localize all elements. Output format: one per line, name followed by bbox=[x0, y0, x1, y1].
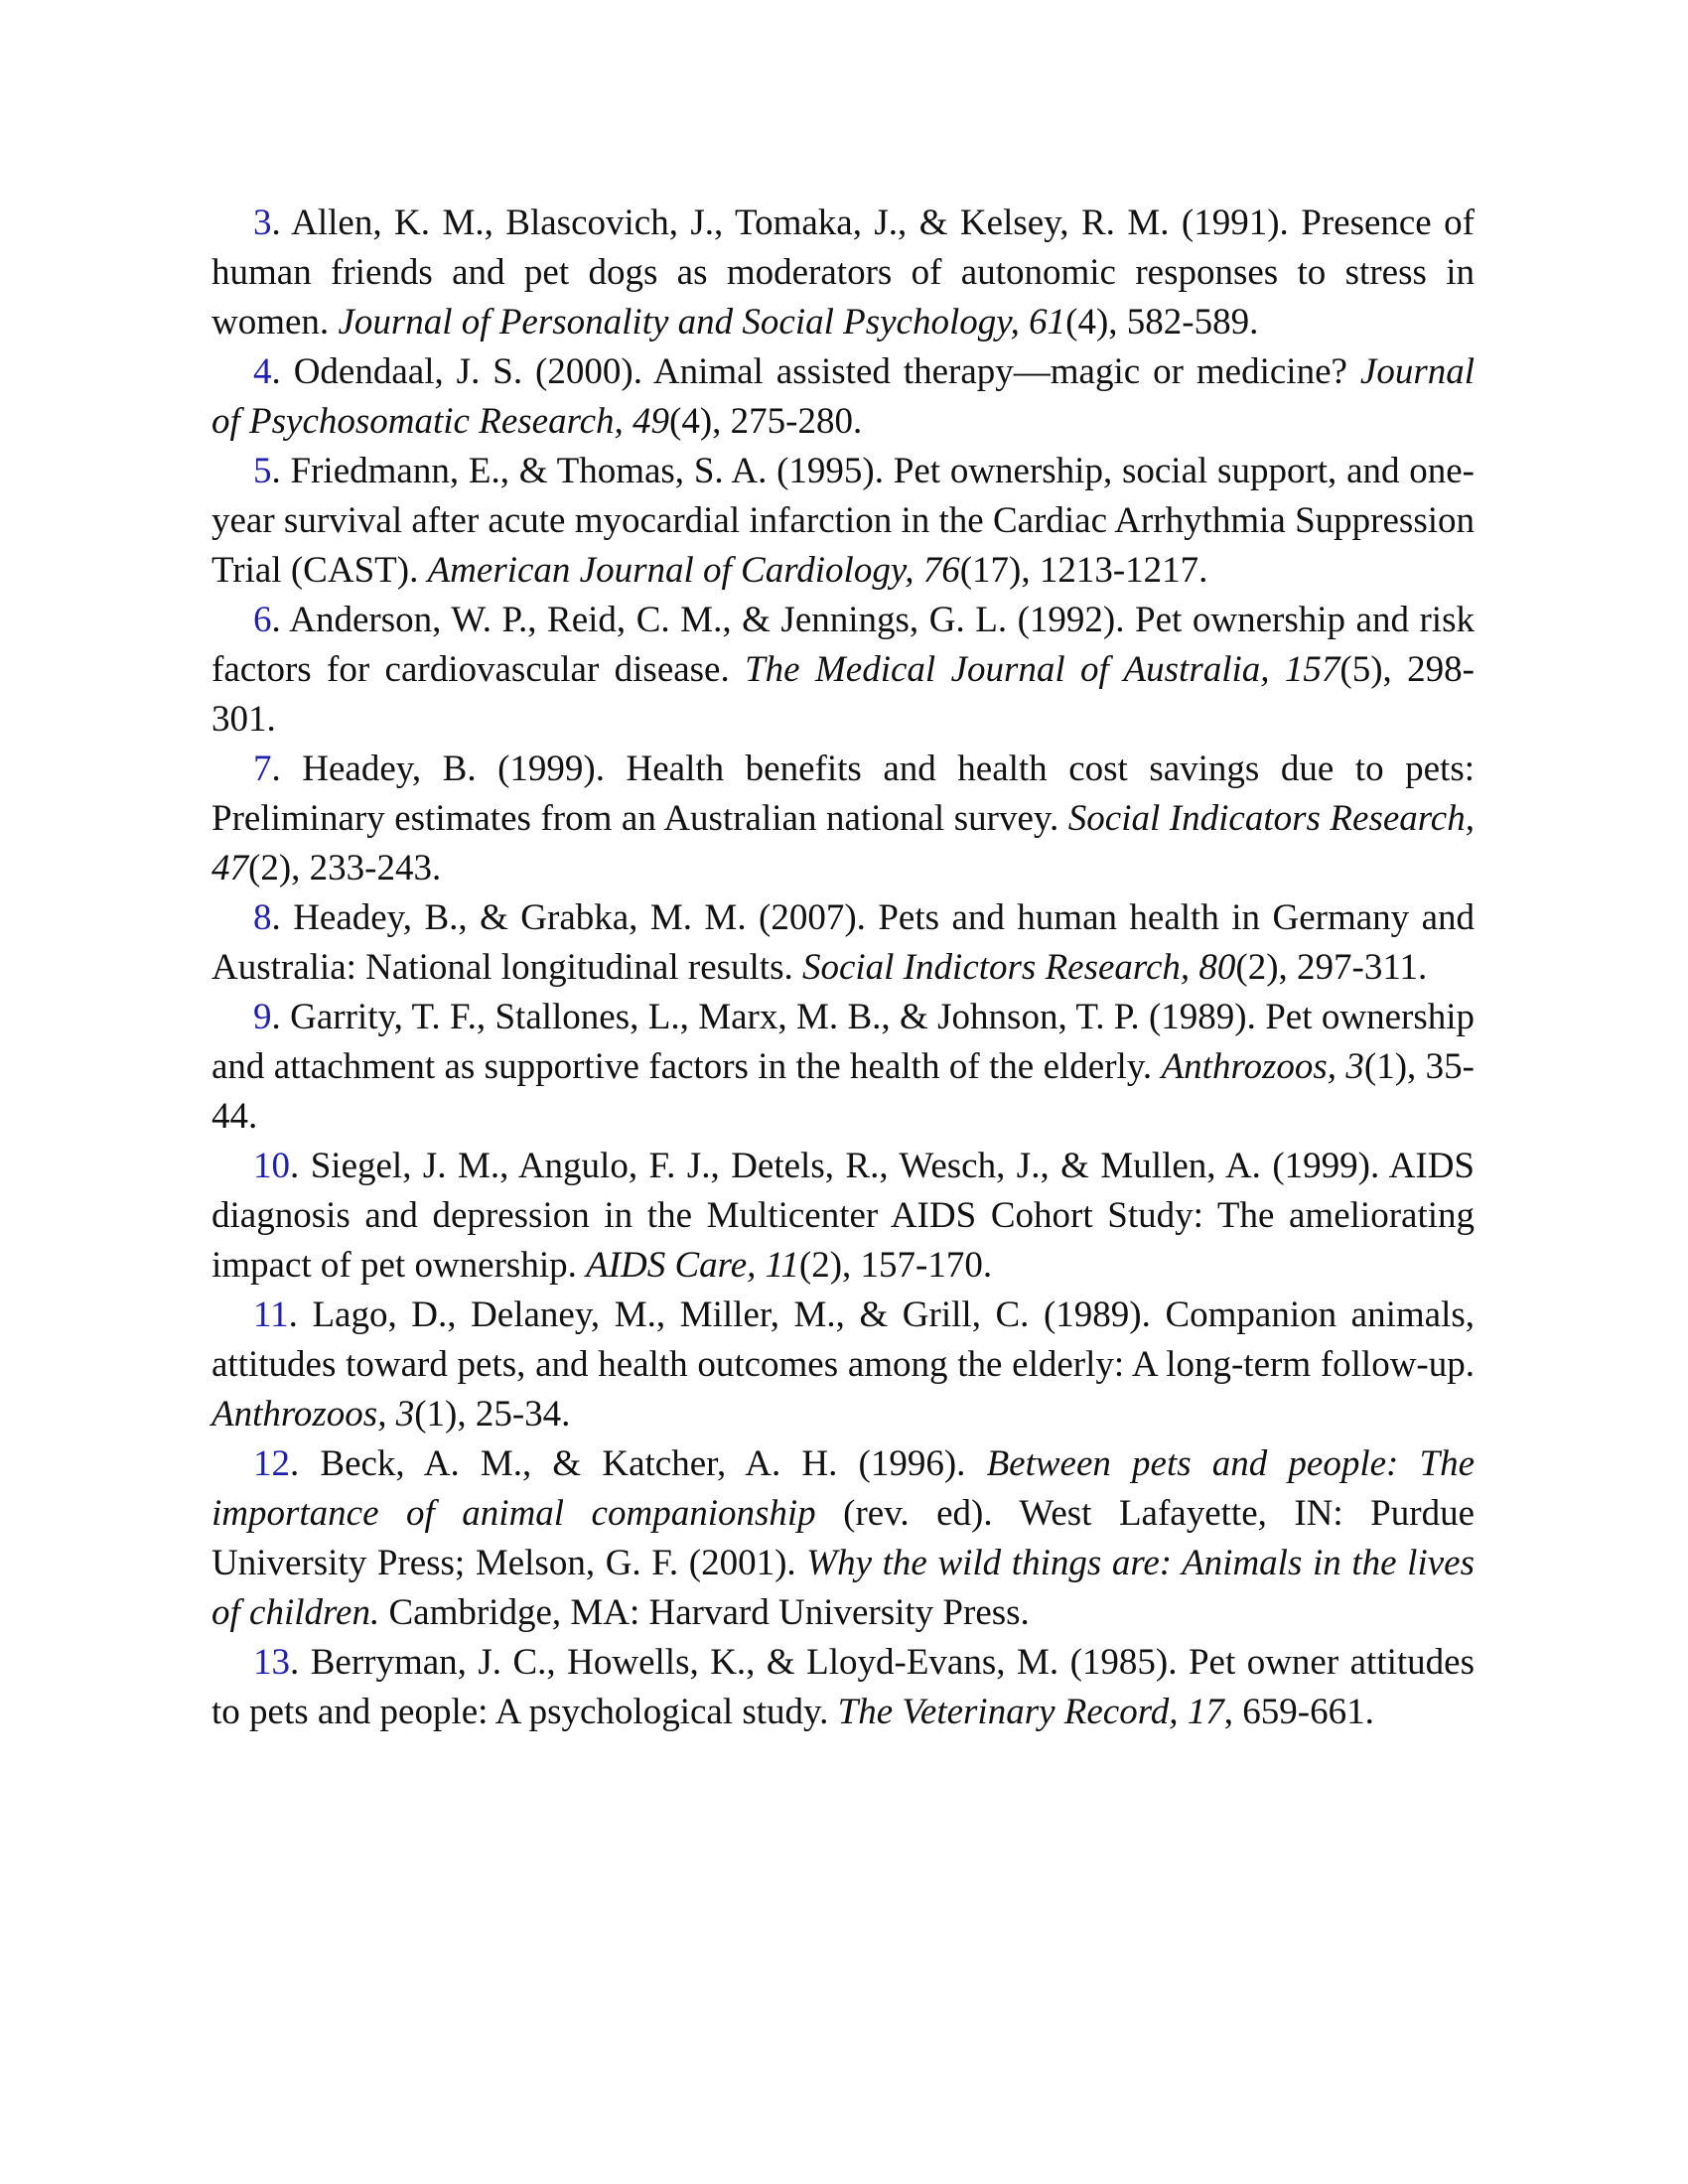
reference-number-link[interactable]: 11 bbox=[253, 1295, 289, 1335]
reference-entry: 4. Odendaal, J. S. (2000). Animal assisted therapy—magic or medicine? Journal of Psychosomatic Research, 49(4), 275-280. bbox=[211, 351, 1475, 442]
reference-text: Headey, B. (1999). Health benefits and health cost savings due to pets: Preliminary estimates from an Australian national survey. bbox=[211, 749, 1475, 839]
reference-entry: 6. Anderson, W. P., Reid, C. M., & Jennings, G. L. (1992). Pet ownership and risk factors for cardiovascular disease. The Medical Journal of Australia, 157(5), 298-301. bbox=[211, 600, 1475, 740]
journal-title: Journal of Psychosomatic Research, 49 bbox=[211, 351, 1475, 442]
reference-text: , 659-661. bbox=[1223, 1692, 1374, 1732]
reference-text: Berryman, J. C., Howells, K., & Lloyd-Evans, M. (1985). Pet owner attitudes to pets and people: A psychological study. bbox=[211, 1642, 1475, 1732]
reference-entry: 8. Headey, B., & Grabka, M. M. (2007). Pets and human health in Germany and Australia: National longitudinal results. Social Indictors Research, 80(2), 297-311. bbox=[211, 897, 1475, 988]
reference-text: (2), 233-243. bbox=[248, 848, 442, 888]
reference-text: (4), 582-589. bbox=[1065, 302, 1259, 342]
reference-text: Siegel, J. M., Angulo, F. J., Detels, R., Wesch, J., & Mullen, A. (1999). AIDS diagnosis and depression in the Multicenter AIDS Cohort Study: The ameliorating impact of pet ownership. bbox=[211, 1146, 1476, 1286]
reference-text: (2), 297-311. bbox=[1235, 947, 1428, 988]
reference-entry: 13. Berryman, J. C., Howells, K., & Lloyd-Evans, M. (1985). Pet owner attitudes to pets and people: A psychological study. The Veterinary Record, 17, 659-661. bbox=[211, 1642, 1475, 1732]
reference-number-link[interactable]: 5 bbox=[253, 451, 272, 491]
reference-number-link[interactable]: 7 bbox=[253, 749, 272, 789]
reference-text: (4), 275-280. bbox=[669, 401, 863, 442]
reference-entry: 11. Lago, D., Delaney, M., Miller, M., & Grill, C. (1989). Companion animals, attitudes toward pets, and health outcomes among the elderly: A long-term follow-up. Anthrozoos, 3(1), 25-34. bbox=[211, 1295, 1475, 1434]
reference-entry: 5. Friedmann, E., & Thomas, S. A. (1995). Pet ownership, social support, and one-year survival after acute myocardial infarction in the Cardiac Arrhythmia Suppression Trial (CAST). American Journal of Cardiology, 76(17), 1213-1217. bbox=[211, 451, 1476, 591]
reference-text: Friedmann, E., & Thomas, S. A. (1995). Pet ownership, social support, and one-year survival after acute myocardial infarction in the Cardiac Arrhythmia Suppression Trial (CAST). bbox=[211, 451, 1476, 591]
reference-number-link[interactable]: 6 bbox=[253, 600, 272, 640]
reference-text: (2), 157-170. bbox=[798, 1245, 993, 1286]
reference-text: Anderson, W. P., Reid, C. M., & Jennings, G. L. (1992). Pet ownership and risk factors for cardiovascular disease. bbox=[211, 600, 1475, 690]
reference-number-link[interactable]: 8 bbox=[253, 897, 272, 938]
reference-text: Allen, K. M., Blascovich, J., Tomaka, J., & Kelsey, R. M. (1991). Presence of human friends and pet dogs as moderators of autonomic responses to stress in women. bbox=[211, 203, 1475, 342]
reference-entry: 10. Siegel, J. M., Angulo, F. J., Detels, R., Wesch, J., & Mullen, A. (1999). AIDS diagnosis and depression in the Multicenter AIDS Cohort Study: The ameliorating impact of pet ownership. AIDS Care, 11(2), 157-170. bbox=[211, 1146, 1476, 1286]
reference-list bbox=[211, 199, 1475, 1737]
reference-text: Odendaal, J. S. (2000). Animal assisted therapy—magic or medicine? bbox=[293, 351, 1360, 392]
reference-entry: 12. Beck, A. M., & Katcher, A. H. (1996). Between pets and people: The importance of animal companionship (rev. ed). West Lafayette, IN: Purdue University Press; Melson, G. F. (2001). Why the wild things are: Animals in the lives of children. Cambridge, MA: Harvard University Press. bbox=[211, 1443, 1476, 1633]
journal-title: The Medical Journal of Australia, 157 bbox=[745, 649, 1340, 690]
reference-number-link[interactable]: 4 bbox=[253, 351, 272, 392]
journal-title: Anthrozoos, 3 bbox=[211, 1394, 415, 1434]
journal-title: Social Indicators Research, 47 bbox=[211, 798, 1475, 888]
reference-text: (rev. ed). West Lafayette, IN: Purdue University Press; Melson, G. F. (2001). bbox=[211, 1493, 1475, 1583]
reference-text: Headey, B., & Grabka, M. M. (2007). Pets and human health in Germany and Australia: National longitudinal results. bbox=[211, 897, 1475, 988]
reference-text: Beck, A. M., & Katcher, A. H. (1996). bbox=[320, 1443, 987, 1484]
reference-number-link[interactable]: 9 bbox=[253, 997, 272, 1037]
reference-entry: 7. Headey, B. (1999). Health benefits and health cost savings due to pets: Preliminary estimates from an Australian national survey. Social Indicators Research, 47(2), 233-243. bbox=[211, 749, 1475, 888]
reference-text: (5), 298-301. bbox=[211, 649, 1475, 740]
reference-number-link[interactable]: 12 bbox=[253, 1443, 290, 1484]
journal-title: The Veterinary Record, 17 bbox=[837, 1692, 1224, 1732]
reference-number-link[interactable]: 3 bbox=[253, 203, 272, 243]
book-title: Between pets and people: The importance of animal companionship bbox=[211, 1443, 1476, 1534]
reference-text: (17), 1213-1217. bbox=[959, 550, 1208, 591]
reference-text: Lago, D., Delaney, M., Miller, M., & Grill, C. (1989). Companion animals, attitudes toward pets, and health outcomes among the elderly: A long-term follow-up. bbox=[211, 1295, 1475, 1385]
journal-title: Social Indictors Research, 80 bbox=[801, 947, 1236, 988]
journal-title: AIDS Care, 11 bbox=[586, 1245, 799, 1286]
journal-title: Journal of Personality and Social Psychology, 61 bbox=[338, 302, 1066, 342]
reference-text: Garrity, T. F., Stallones, L., Marx, M. B., & Johnson, T. P. (1989). Pet ownership and attachment as supportive factors in the health of the elderly. bbox=[211, 997, 1476, 1087]
book-title: Why the wild things are: Animals in the lives of children. bbox=[211, 1543, 1475, 1633]
reference-text: Cambridge, MA: Harvard University Press. bbox=[379, 1592, 1030, 1633]
reference-number-link[interactable]: 10 bbox=[253, 1146, 290, 1186]
reference-entry: 3. Allen, K. M., Blascovich, J., Tomaka, J., & Kelsey, R. M. (1991). Presence of human friends and pet dogs as moderators of autonomic responses to stress in women. Journal of Personality and Social Psychology, 61(4), 582-589. bbox=[211, 203, 1475, 342]
reference-text: (1), 35-44. bbox=[211, 1046, 1475, 1137]
journal-title: Anthrozoos, 3 bbox=[1161, 1046, 1364, 1087]
reference-number-link[interactable]: 13 bbox=[253, 1642, 290, 1683]
reference-entry: 9. Garrity, T. F., Stallones, L., Marx, M. B., & Johnson, T. P. (1989). Pet ownership and attachment as supportive factors in the health of the elderly. Anthrozoos, 3(1), 35-44. bbox=[211, 997, 1476, 1137]
reference-text: (1), 25-34. bbox=[414, 1394, 571, 1434]
journal-title: American Journal of Cardiology, 76 bbox=[427, 550, 960, 591]
